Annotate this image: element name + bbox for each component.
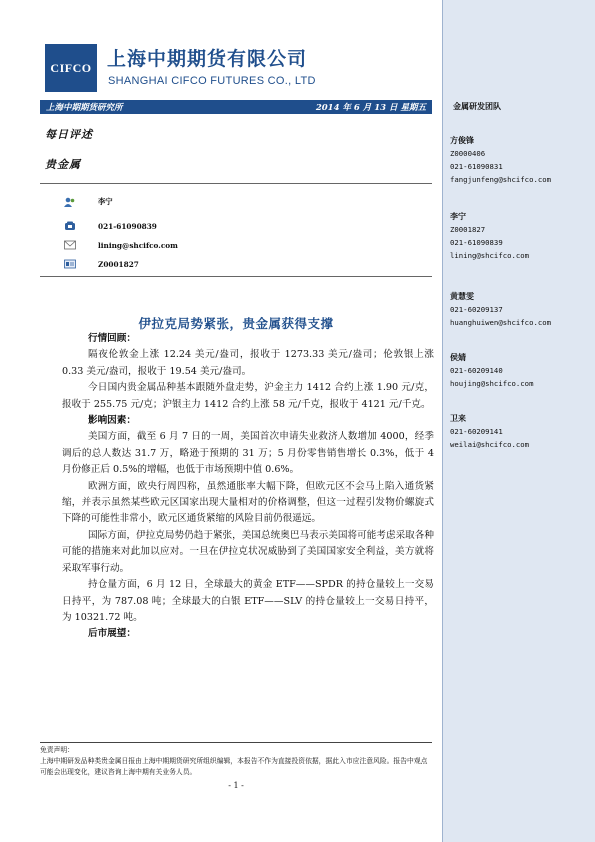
analyst-email[interactable]: houjing@shcifco.com: [450, 379, 534, 388]
analyst-email[interactable]: fangjunfeng@shcifco.com: [450, 175, 552, 184]
document-category: 贵金属: [45, 158, 81, 171]
research-team-sidebar: [442, 0, 595, 842]
section-heading: 行情回顾：: [88, 333, 136, 344]
disclaimer-title: 免责声明：: [40, 746, 74, 754]
author-email-row: [64, 240, 178, 250]
analyst-card: [450, 290, 594, 329]
id-card-icon: [64, 259, 76, 269]
company-name-en: SHANGHAI CIFCO FUTURES CO., LTD: [108, 75, 316, 87]
analyst-email[interactable]: lining@shcifco.com: [450, 251, 530, 260]
person-icon: [64, 197, 76, 207]
analyst-card: [450, 412, 594, 451]
phone-icon: [64, 221, 76, 231]
analyst-phone: 021-61090831: [450, 162, 503, 171]
paragraph: 国际方面，伊拉克局势仍趋于紧张，美国总统奥巴马表示美国将可能考虑采取各种可能的措施来对此加以应对。一旦在伊拉克状况威胁到了美国国家安全利益，美方就将采取军事行动。: [62, 529, 434, 574]
analyst-cert: Z0000406: [450, 149, 486, 158]
author-name: 李宁: [98, 197, 113, 206]
author-email[interactable]: lining@shcifco.com: [98, 240, 178, 250]
author-name-row: [64, 197, 113, 207]
header-bar: [40, 100, 432, 114]
analyst-card: [450, 210, 594, 262]
analyst-name: 卫来: [450, 414, 466, 423]
paragraph: 美国方面，截至 6 月 7 日的一周，美国首次申请失业救济人数增加 4000，经季调后的总人数达 31.7 万，略逊于预期的 31 万；5 月份零售销售增长 0.3%，低于 4 月份修正后 0.5%的增幅，也低于市场预期中值 0.6%。: [62, 431, 434, 476]
analyst-name: 侯婧: [450, 353, 466, 362]
section-heading: 影响因素：: [88, 415, 136, 427]
analyst-cert: Z0001827: [450, 225, 486, 234]
analyst-email[interactable]: weilai@shcifco.com: [450, 440, 530, 449]
company-name-cn: 上海中期期货有限公司: [107, 48, 308, 70]
paragraph: 隔夜伦敦金上涨 12.24 美元/盎司，报收于 1273.33 美元/盎司；伦敦银上涨 0.33 美元/盎司，报收于 19.54 美元/盎司。: [62, 349, 434, 377]
analyst-card: [450, 134, 594, 186]
author-cert-number: Z0001827: [98, 259, 139, 269]
author-phone: 021-61090839: [98, 221, 157, 231]
analyst-phone: 021-60209137: [450, 305, 503, 314]
author-cert-row: [64, 259, 139, 269]
paragraph: 欧洲方面，欧央行周四称，虽然通胀率大幅下降，但欧元区不会马上陷入通货紧缩，并表示虽然某些欧元区国家出现大量相对的价格调整，但这一过程引发物价螺旋式下降的可能性非常小，欧元区通货紧缩的风险目前仍很遥远。: [62, 480, 434, 525]
paragraph: 持仓量方面，6 月 12 日，全球最大的黄金 ETF——SPDR 的持仓量较上一交易日持平，为 787.08 吨；全球最大的白银 ETF——SLV 的持仓量较上一交易日持平，为 10321.72 吨。: [62, 579, 434, 623]
page-number: - 1 -: [228, 781, 244, 790]
sidebar-title: 金属研发团队: [453, 102, 501, 111]
analyst-name: 李宁: [450, 212, 466, 221]
analyst-phone: 021-61090839: [450, 238, 503, 247]
company-logo: CIFCO: [45, 44, 97, 92]
footer-divider: [40, 742, 432, 743]
author-phone-row: [64, 221, 157, 231]
divider: [40, 183, 432, 184]
paragraph: 今日国内贵金属品种基本跟随外盘走势，沪金主力 1412 合约上涨 1.90 元/克，报收于 255.75 元/克；沪银主力 1412 合约上涨 58 元/千克，报收于 4121 元/千克。: [62, 382, 434, 410]
disclaimer: [40, 745, 432, 778]
analyst-email[interactable]: huanghuiwen@shcifco.com: [450, 318, 552, 327]
analyst-phone: 021-60209141: [450, 427, 503, 436]
disclaimer-text: 上海中期研发品种类贵金属日报由上海中期期货研究所组织编辑，本报告不作为直接投资依据，据此入市应注意风险。报告中观点可能会出现变化，建议咨询上海中期有关业务人员。: [40, 757, 428, 776]
report-date: 2014 年 6 月 13 日 星期五: [315, 103, 426, 113]
analyst-card: [450, 351, 594, 390]
section-heading: 后市展望：: [88, 628, 136, 640]
email-icon: [64, 240, 76, 250]
article-body: [62, 331, 434, 643]
divider: [40, 276, 432, 277]
analyst-name: 方俊锋: [450, 136, 474, 145]
analyst-name: 黄慧雯: [450, 292, 474, 301]
article-title: 伊拉克局势紧张，贵金属获得支撑: [138, 316, 334, 331]
document-type: 每日评述: [45, 128, 93, 141]
analyst-phone: 021-60209140: [450, 366, 503, 375]
institute-name: 上海中期期货研究所: [46, 103, 123, 113]
